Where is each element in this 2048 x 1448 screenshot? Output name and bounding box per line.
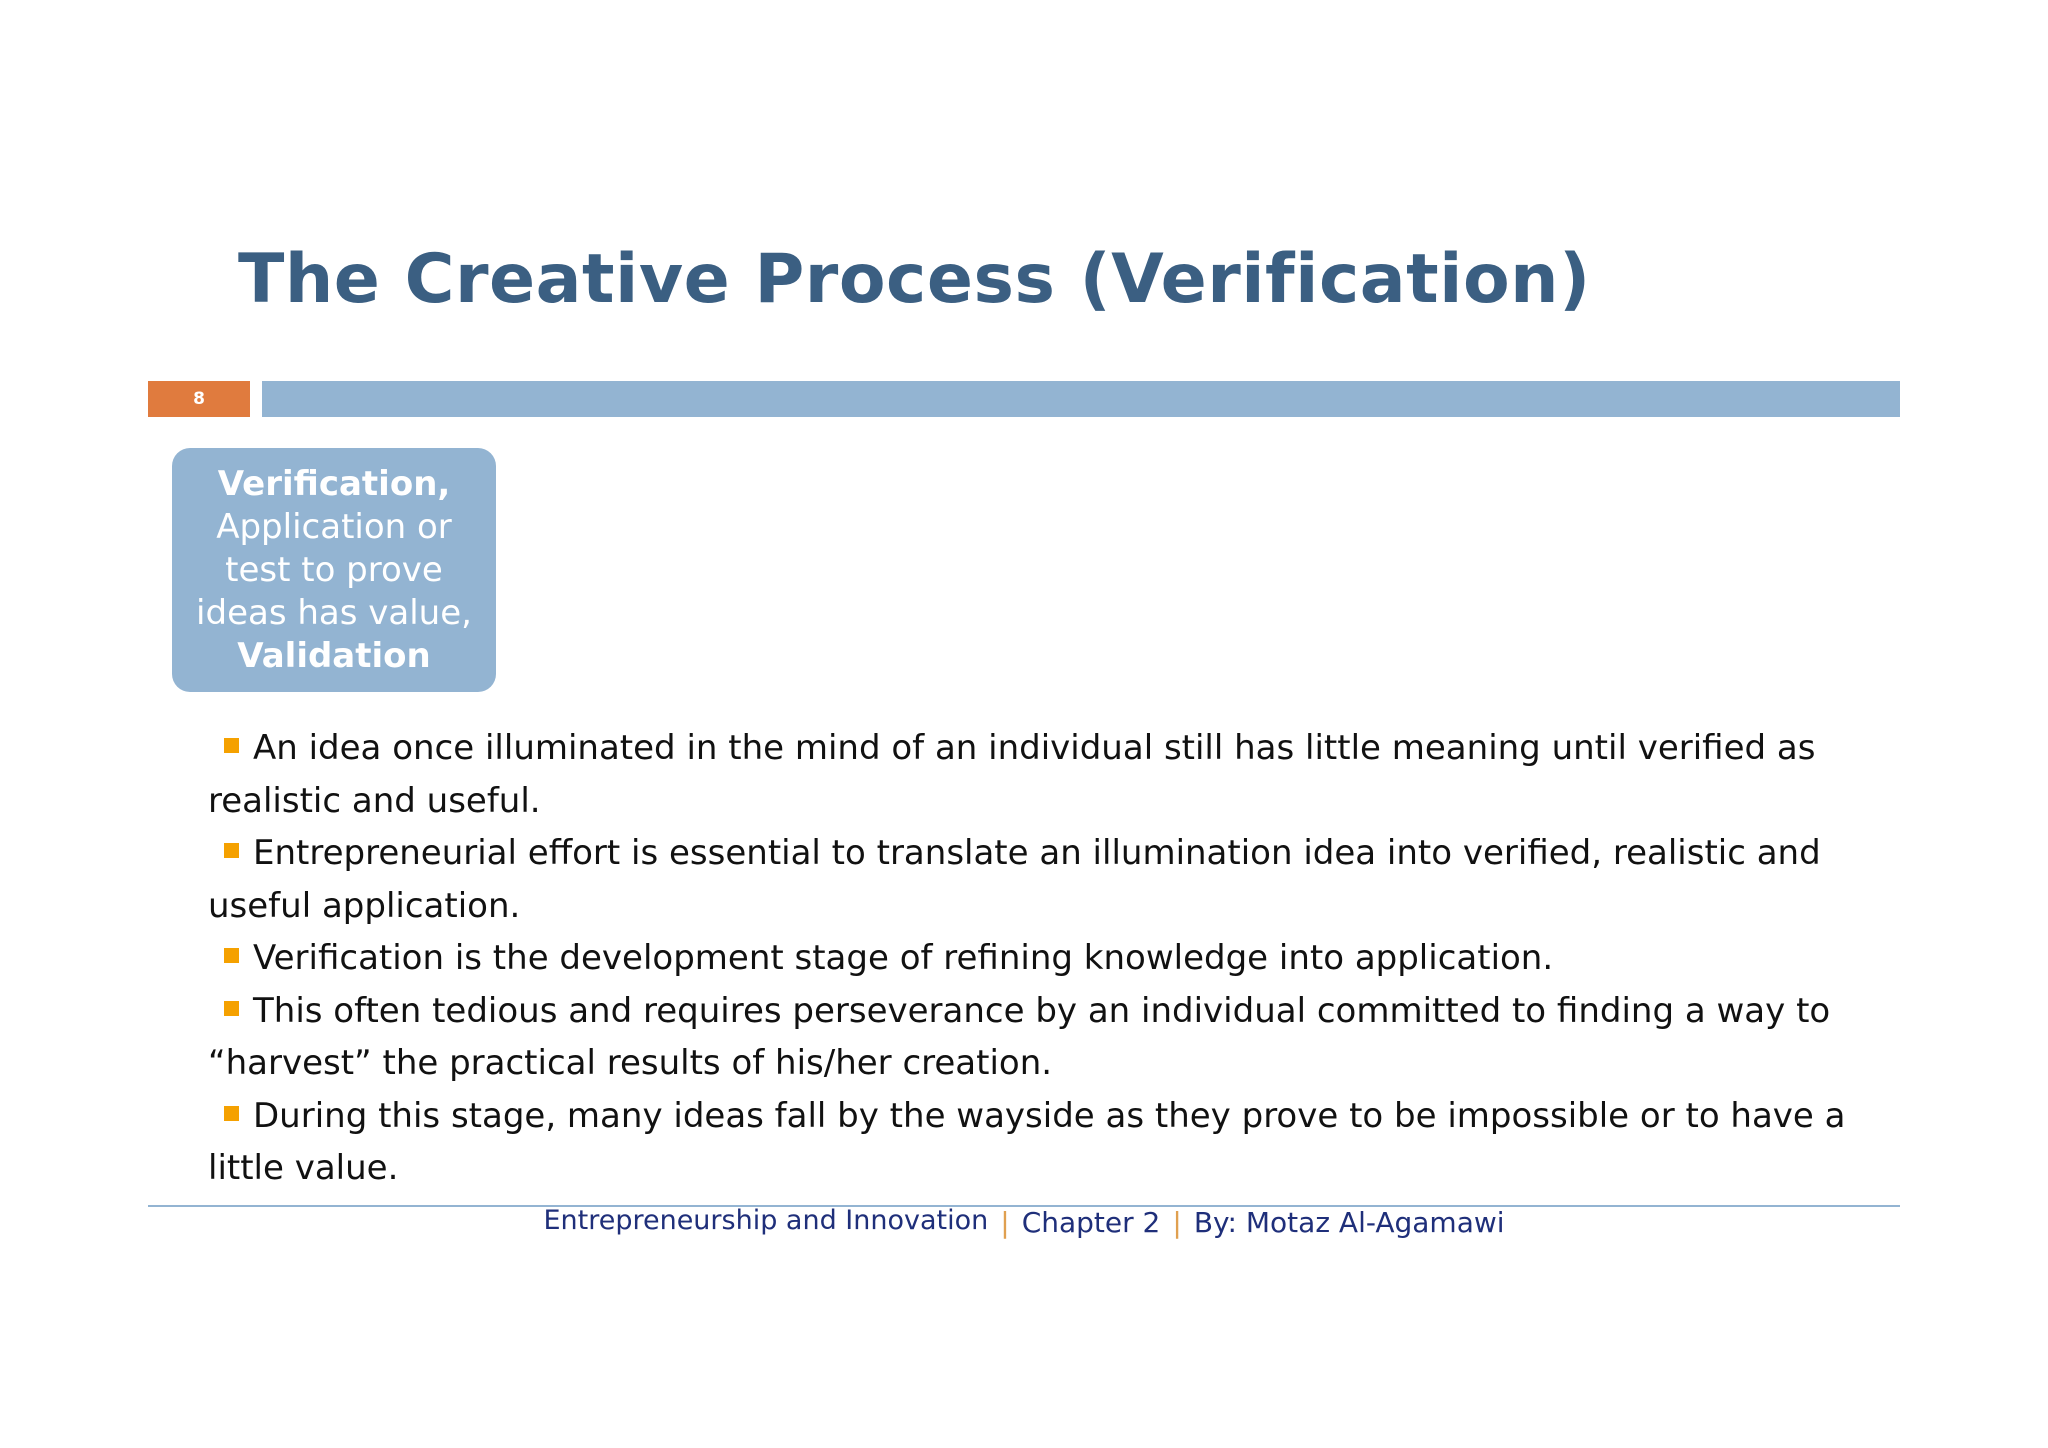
bullet-text: An idea once illuminated in the mind of an individual still has little meaning until verified as realistic and useful. [208,728,1816,821]
square-bullet-icon [224,948,239,963]
bullet-text: Entrepreneurial effort is essential to translate an illumination idea into verified, realistic and useful application. [208,833,1821,926]
bullet-item [208,932,1868,985]
page-number: 8 [193,389,205,409]
square-bullet-icon [224,738,239,753]
page-number-badge [148,381,250,417]
footer-separator: | [1000,1206,1010,1239]
header-divider-bar [262,381,1900,417]
bullet-text: During this stage, many ideas fall by the wayside as they prove to be impossible or to have a little value. [208,1095,1846,1188]
square-bullet-icon [224,1106,239,1121]
footer-author: By: Motaz Al-Agamawi [1193,1206,1505,1239]
square-bullet-icon [224,843,239,858]
callout-line-4: ideas has value, [196,592,472,633]
callout-line-2: Application or [216,506,452,547]
bullet-item [208,722,1868,827]
verification-callout-box [172,448,496,692]
callout-line-3: test to prove [225,549,443,590]
callout-line-5: Validation [237,635,431,676]
slide-title: The Creative Process (Verification) [238,240,1591,319]
callout-line-1: Verification, [217,463,451,504]
bullet-item [208,1090,1868,1195]
bullet-list [208,722,1868,1195]
slide-footer [0,1206,2048,1239]
bullet-item [208,827,1868,932]
bullet-text: Verification is the development stage of refining knowledge into application. [253,938,1554,978]
footer-course: Entrepreneurship and Innovation [543,1205,989,1236]
square-bullet-icon [224,1001,239,1016]
bullet-text: This often tedious and requires perseverance by an individual committed to finding a way to “harvest” the practical results of his/her creation. [208,990,1831,1083]
footer-separator: | [1172,1206,1182,1239]
footer-chapter: Chapter 2 [1021,1206,1161,1239]
bullet-item [208,985,1868,1090]
